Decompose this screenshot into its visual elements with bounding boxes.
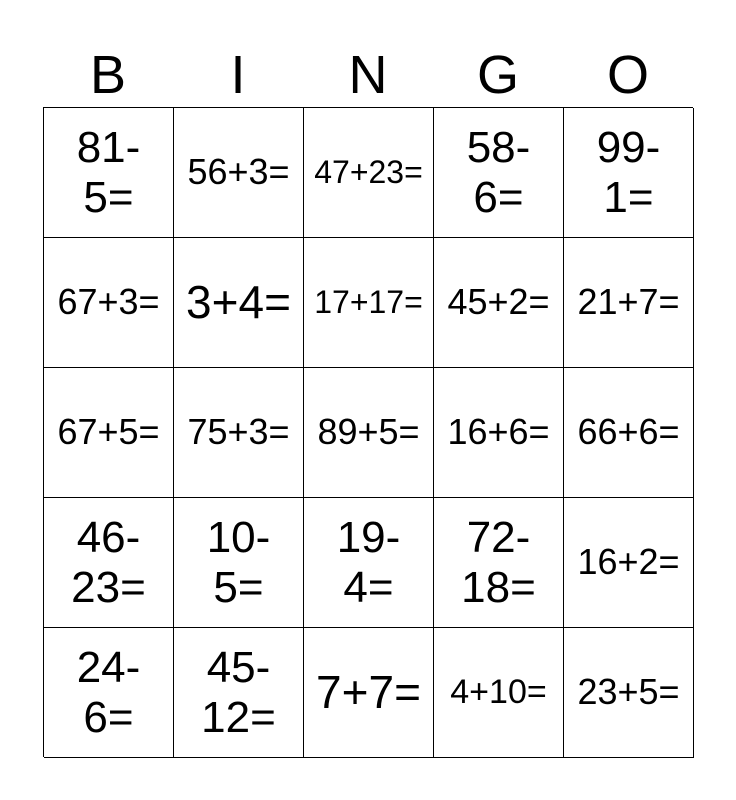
bingo-cell-r5-c5 xyxy=(564,628,694,758)
bingo-cell-r3-c3 xyxy=(304,368,434,498)
cell-text: 99- 1= xyxy=(596,122,661,222)
cell-text: 75+3= xyxy=(187,411,290,453)
bingo-header xyxy=(43,44,693,106)
bingo-cell-r5-c1 xyxy=(44,628,174,758)
cell-text: 72- 18= xyxy=(461,512,536,612)
bingo-cell-r1-c1 xyxy=(44,108,174,238)
cell-text: 46- 23= xyxy=(71,512,146,612)
cell-text: 21+7= xyxy=(577,281,680,323)
bingo-cell-r1-c3 xyxy=(304,108,434,238)
bingo-cell-r2-c4 xyxy=(434,238,564,368)
cell-text: 23+5= xyxy=(577,671,680,713)
bingo-cell-r1-c5 xyxy=(564,108,694,238)
bingo-cell-r1-c2 xyxy=(174,108,304,238)
cell-text: 81- 5= xyxy=(76,122,141,222)
cell-text: 58- 6= xyxy=(466,122,531,222)
header-letter-b: B xyxy=(89,45,127,105)
bingo-cell-r2-c5 xyxy=(564,238,694,368)
bingo-cell-r4-c5 xyxy=(564,498,694,628)
bingo-cell-r4-c4 xyxy=(434,498,564,628)
cell-text: 66+6= xyxy=(577,411,680,453)
bingo-cell-r4-c3 xyxy=(304,498,434,628)
header-letter-i: I xyxy=(230,45,246,105)
cell-text: 16+2= xyxy=(577,541,680,583)
bingo-cell-r2-c2 xyxy=(174,238,304,368)
header-letter-g: G xyxy=(476,45,519,105)
cell-text: 47+23= xyxy=(314,154,423,191)
cell-text: 16+6= xyxy=(447,411,550,453)
cell-text: 17+17= xyxy=(314,284,423,321)
cell-text: 7+7= xyxy=(316,665,421,718)
bingo-cell-r3-c2 xyxy=(174,368,304,498)
bingo-cell-r3-c5 xyxy=(564,368,694,498)
cell-text: 19- 4= xyxy=(336,512,401,612)
bingo-cell-r3-c4 xyxy=(434,368,564,498)
bingo-cell-r5-c2 xyxy=(174,628,304,758)
cell-text: 3+4= xyxy=(186,275,291,328)
cell-text: 10- 5= xyxy=(206,512,271,612)
bingo-cell-r5-c4 xyxy=(434,628,564,758)
bingo-cell-r1-c4 xyxy=(434,108,564,238)
cell-text: 67+5= xyxy=(57,411,160,453)
cell-text: 4+10= xyxy=(450,673,547,712)
bingo-cell-r2-c3 xyxy=(304,238,434,368)
header-letter-n: N xyxy=(348,45,388,105)
bingo-cell-r3-c1 xyxy=(44,368,174,498)
cell-text: 89+5= xyxy=(317,411,420,453)
bingo-cell-r4-c1 xyxy=(44,498,174,628)
cell-text: 45+2= xyxy=(447,281,550,323)
header-letter-o: O xyxy=(606,45,649,105)
cell-text: 45- 12= xyxy=(201,642,276,742)
bingo-cell-r2-c1 xyxy=(44,238,174,368)
cell-text: 67+3= xyxy=(57,281,160,323)
bingo-grid xyxy=(43,107,693,757)
cell-text: 24- 6= xyxy=(76,642,141,742)
bingo-cell-r4-c2 xyxy=(174,498,304,628)
cell-text: 56+3= xyxy=(187,151,290,193)
bingo-cell-r5-c3 xyxy=(304,628,434,758)
